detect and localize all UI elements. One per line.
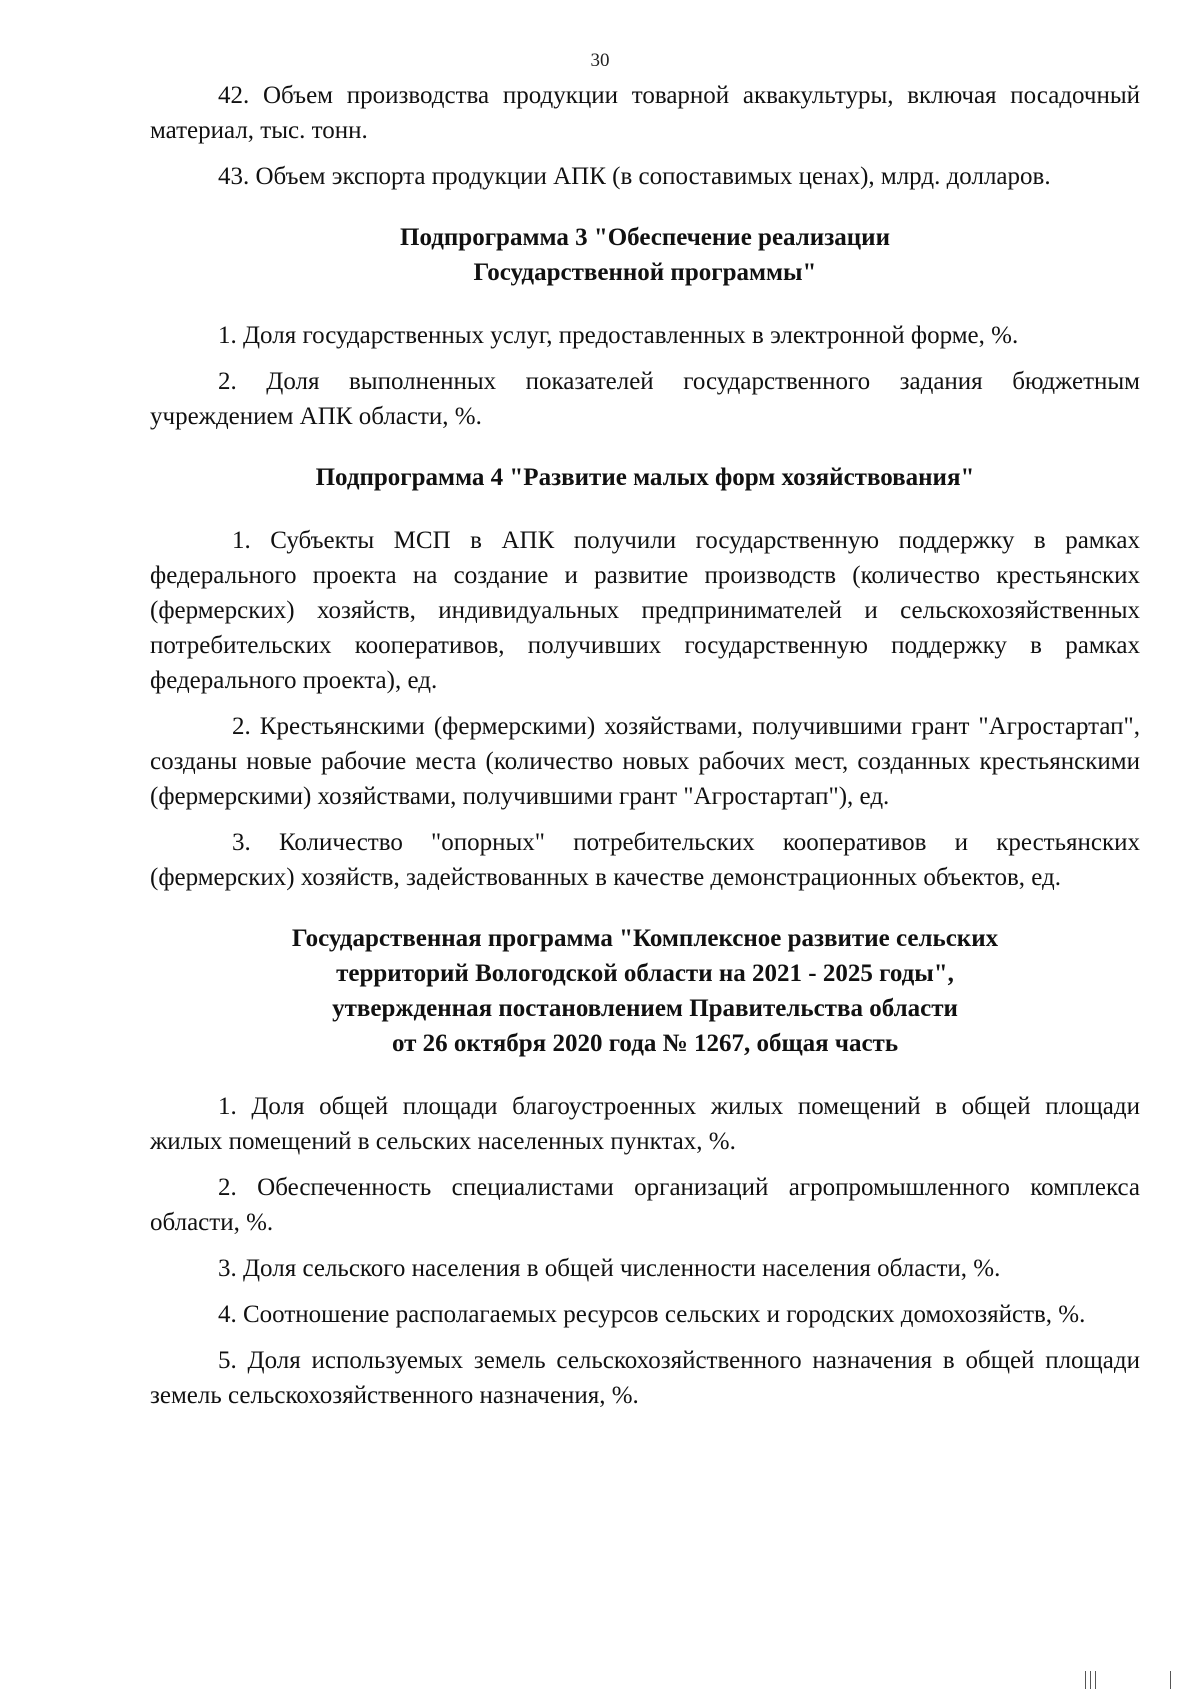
heading-line: от 26 октября 2020 года № 1267, общая часть	[391, 1030, 899, 1057]
document-body	[150, 78, 1140, 1424]
list-item: 1. Доля государственных услуг, предоставленных в электронной форме, %.	[218, 322, 1019, 349]
list-item: 5. Доля используемых земель сельскохозяйственного назначения в общей площади земель сельскохозяйственного назначения, %.	[150, 1347, 1140, 1409]
heading-line: Подпрограмма 4 "Развитие малых форм хозяйствования"	[315, 464, 975, 491]
heading-line: Государственная программа "Комплексное развитие сельских	[291, 925, 999, 952]
section-heading-subprogram-3	[150, 220, 1140, 290]
list-item: 3. Количество "опорных" потребительских кооперативов и крестьянских (фермерских) хозяйств, задействованных в качестве демонстрационных объектов, ед.	[150, 829, 1140, 891]
list-item: 43. Объем экспорта продукции АПК (в сопоставимых ценах), млрд. долларов.	[218, 163, 1051, 190]
scan-artifact	[1170, 1671, 1171, 1689]
scan-artifact	[1085, 1671, 1086, 1689]
heading-line: утвержденная постановлением Правительства области	[332, 995, 958, 1022]
heading-line: Государственной программы"	[473, 259, 817, 286]
scan-artifact	[1090, 1671, 1091, 1689]
list-item: 3. Доля сельского населения в общей численности населения области, %.	[218, 1255, 1001, 1282]
list-item: 2. Обеспеченность специалистами организаций агропромышленного комплекса области, %.	[150, 1174, 1140, 1236]
list-item: 2. Доля выполненных показателей государственного задания бюджетным учреждением АПК области, %.	[150, 368, 1140, 430]
page-number: 30	[590, 50, 610, 71]
scan-artifact	[1095, 1671, 1096, 1689]
section-heading-state-program	[150, 921, 1140, 1061]
section-heading-subprogram-4	[150, 460, 1140, 495]
list-item: 4. Соотношение располагаемых ресурсов сельских и городских домохозяйств, %.	[218, 1301, 1086, 1328]
list-item: 42. Объем производства продукции товарной аквакультуры, включая посадочный материал, тыс. тонн.	[150, 82, 1140, 144]
heading-line: территорий Вологодской области на 2021 - 2025 годы",	[336, 960, 954, 987]
list-item: 1. Субъекты МСП в АПК получили государственную поддержку в рамках федерального проекта на создание и развитие производств (количество крестьянских (фермерских) хозяйств, индивидуальных предпринимателей и сельскохозяйственных потребительских кооперативов, получивших государственную поддержку в рамках федерального проекта), ед.	[150, 527, 1140, 694]
list-item: 2. Крестьянскими (фермерскими) хозяйствами, получившими грант "Агростартап", созданы новые рабочие места (количество новых рабочих мест, созданных крестьянскими (фермерскими) хозяйствами, получившими грант "Агростартап"), ед.	[150, 713, 1140, 810]
heading-line: Подпрограмма 3 "Обеспечение реализации	[400, 224, 890, 251]
list-item: 1. Доля общей площади благоустроенных жилых помещений в общей площади жилых помещений в сельских населенных пунктах, %.	[150, 1093, 1140, 1155]
